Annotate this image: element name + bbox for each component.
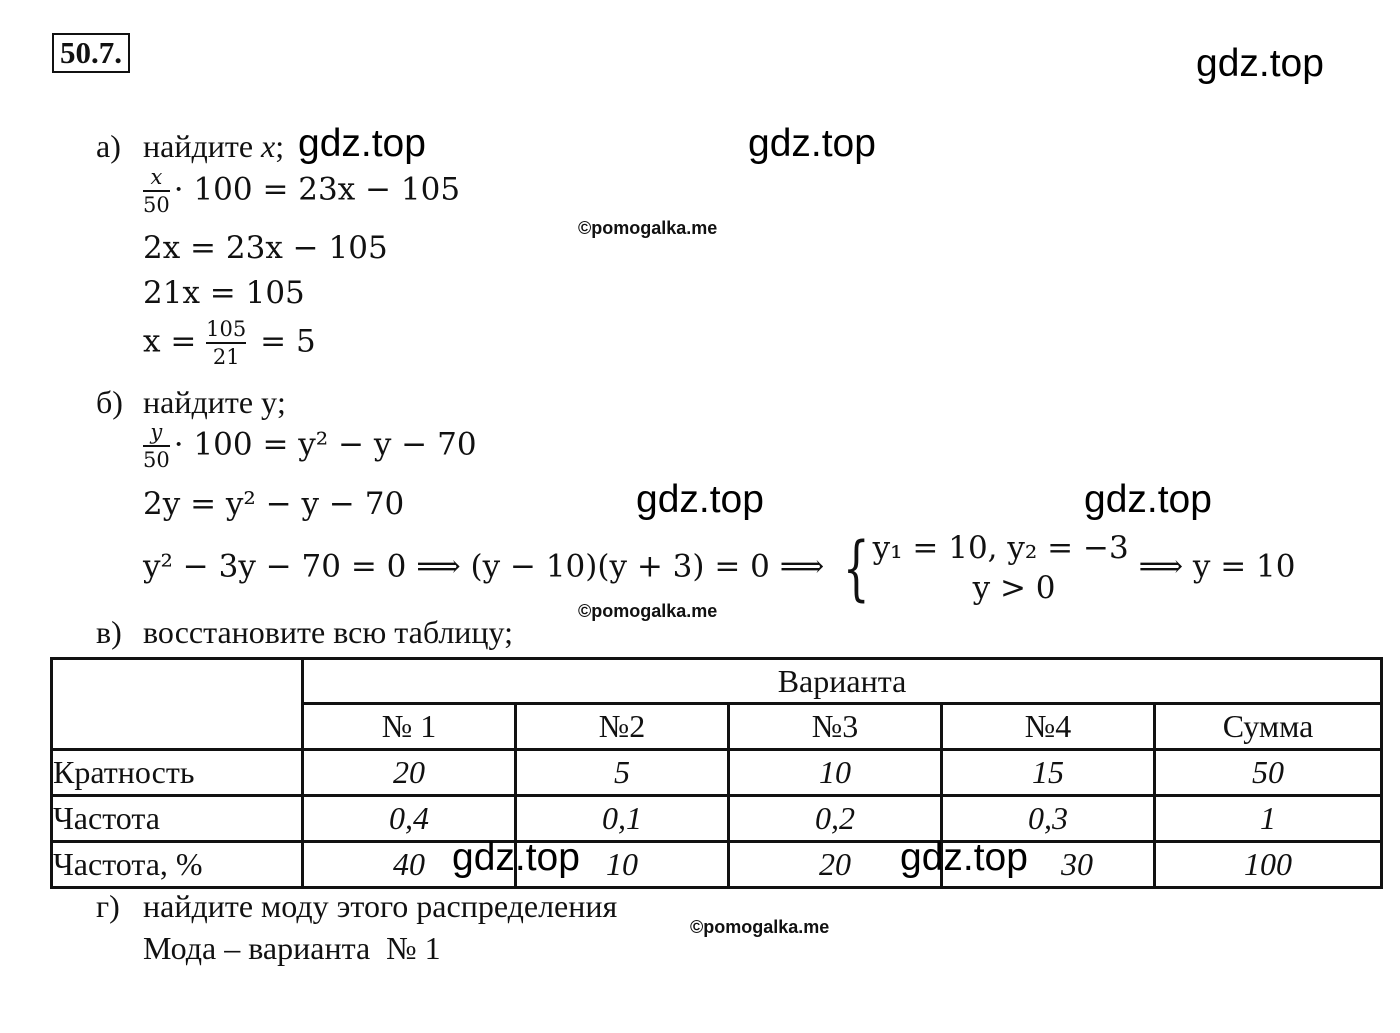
system-of-conditions xyxy=(873,528,1129,608)
copyright-1: ©pomogalka.me xyxy=(578,218,718,238)
table-row xyxy=(52,842,1382,888)
system-bottom: y > 0 xyxy=(972,570,1056,606)
part-a-prompt xyxy=(143,128,284,165)
part-b-letter: б) xyxy=(96,384,123,420)
fraction-numerator: 105 xyxy=(206,317,247,341)
fraction-denominator: 50 xyxy=(143,193,170,217)
part-b-result: ⟹ y = 10 xyxy=(1138,548,1296,585)
watermark-a-2: gdz.top xyxy=(748,122,876,165)
table-cell: 1 xyxy=(1155,796,1382,842)
table-cell: 15 xyxy=(942,750,1155,796)
table-cell: 20 xyxy=(303,750,516,796)
table-cell: 10 xyxy=(516,842,729,888)
part-a-line3: 21x = 105 xyxy=(143,275,305,311)
table-group-header: Варианта xyxy=(303,659,1382,704)
fraction-numerator: y xyxy=(150,420,163,444)
part-a-prompt-post: ; xyxy=(275,128,285,164)
table-cell: 0,2 xyxy=(729,796,942,842)
part-a-prompt-var: x xyxy=(261,128,276,164)
watermark-top-right: gdz.top xyxy=(1196,42,1324,85)
part-b-line1 xyxy=(143,420,477,472)
watermark-b-1: gdz.top xyxy=(636,478,764,521)
watermark-b-2: gdz.top xyxy=(1084,478,1212,521)
table-row-label: Частота xyxy=(52,796,303,842)
copyright-2: ©pomogalka.me xyxy=(578,601,718,621)
watermark-table-1: gdz.top xyxy=(452,836,580,879)
fraction-x-50 xyxy=(143,165,170,217)
table-cell: 5 xyxy=(516,750,729,796)
table-col-header: №2 xyxy=(516,704,729,750)
fraction-denominator: 50 xyxy=(143,448,170,472)
part-b-line3-main: y² − 3y − 70 = 0 ⟹ (y − 10)(y + 3) = 0 ⟹ xyxy=(143,548,825,585)
table-cell: 100 xyxy=(1155,842,1382,888)
part-d-prompt: найдите моду этого распределения xyxy=(143,888,618,924)
copyright-3: ©pomogalka.me xyxy=(690,917,830,937)
table-col-header: №3 xyxy=(729,704,942,750)
table-corner-cell xyxy=(52,659,303,750)
watermark-a-1: gdz.top xyxy=(298,122,426,165)
table-col-header: Сумма xyxy=(1155,704,1382,750)
table-cell: 10 xyxy=(729,750,942,796)
fraction-bar xyxy=(143,445,170,447)
part-a-line1-rest: · 100 = 23x − 105 xyxy=(173,171,461,208)
part-a-line1 xyxy=(143,165,460,217)
part-b-prompt: найдите y; xyxy=(143,384,286,420)
watermark-table-2: gdz.top xyxy=(900,836,1028,879)
system-top: y₁ = 10, y₂ = −3 xyxy=(872,530,1129,566)
fraction-bar xyxy=(206,342,246,344)
part-c-prompt: восстановите всю таблицу; xyxy=(143,614,513,650)
part-a-line4-post: = 5 xyxy=(260,323,316,360)
table-row xyxy=(52,796,1382,842)
fraction-y-50 xyxy=(143,420,170,472)
part-c-letter: в) xyxy=(96,614,122,650)
table-cell: 0,4 xyxy=(303,796,516,842)
part-b-line1-rest: · 100 = y² − y − 70 xyxy=(173,426,477,463)
part-a-line4 xyxy=(143,317,316,369)
table-cell: 20 xyxy=(729,842,942,888)
fraction-105-21 xyxy=(206,317,246,369)
part-a-letter: а) xyxy=(96,128,121,164)
problem-number: 50.7. xyxy=(52,33,130,73)
table-cell: 0,1 xyxy=(516,796,729,842)
table-row-label: Частота, % xyxy=(52,842,303,888)
part-a-line4-pre: x = xyxy=(143,323,197,360)
fraction-denominator: 21 xyxy=(212,345,240,369)
part-b-line2: 2y = y² − y − 70 xyxy=(143,486,405,522)
table-cell: 0,3 xyxy=(942,796,1155,842)
system-brace: { xyxy=(842,527,870,609)
table-cell: 30 xyxy=(942,842,1155,888)
part-b-line3 xyxy=(143,528,1296,608)
part-d-answer: Мода – варианта № 1 xyxy=(143,930,441,966)
fraction-bar xyxy=(143,190,170,192)
part-a-prompt-pre: найдите xyxy=(143,128,262,164)
part-a-line2: 2x = 23x − 105 xyxy=(143,230,388,266)
frequency-table xyxy=(50,657,1383,889)
table-col-header: №4 xyxy=(942,704,1155,750)
table-row xyxy=(52,750,1382,796)
table-cell: 40 xyxy=(303,842,516,888)
table-cell: 50 xyxy=(1155,750,1382,796)
part-d-letter: г) xyxy=(96,888,120,924)
table-col-header: № 1 xyxy=(303,704,516,750)
table-header-row-1 xyxy=(52,659,1382,704)
table-row-label: Кратность xyxy=(52,750,303,796)
fraction-numerator: x xyxy=(150,165,163,189)
